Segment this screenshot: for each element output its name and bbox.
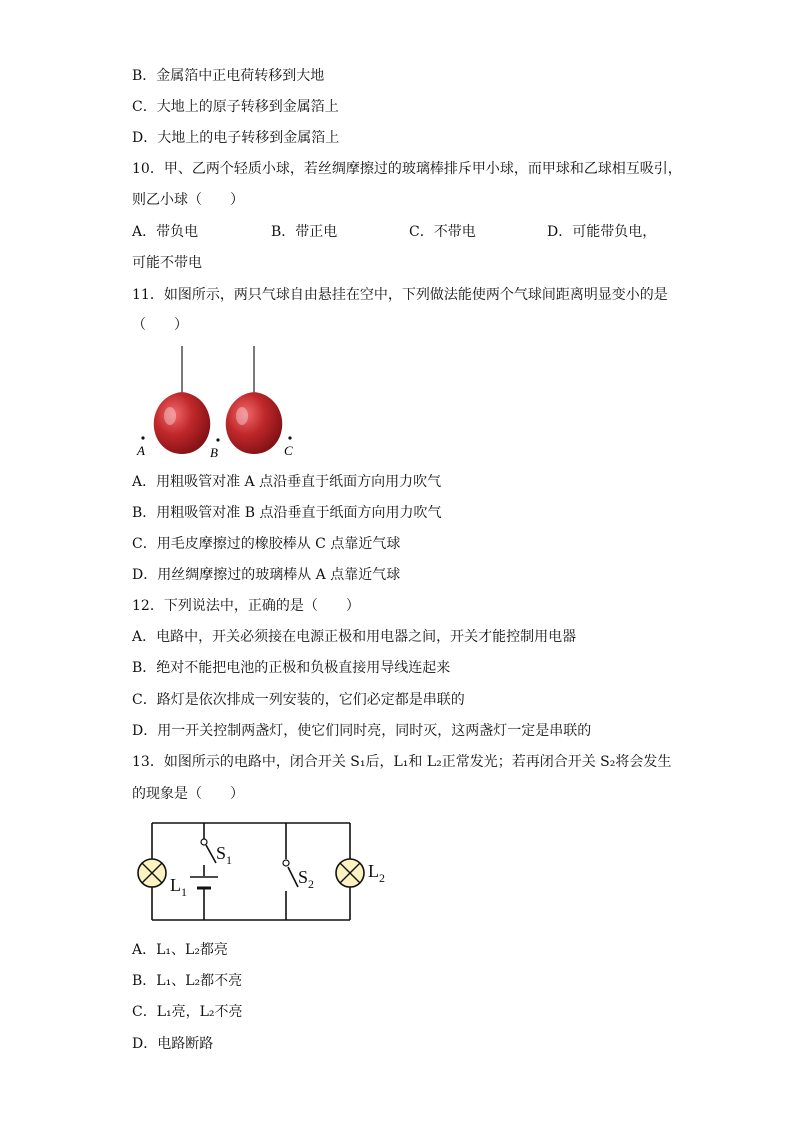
q13-stem-line1: 13．如图所示的电路中，闭合开关 S₁后，L₁和 L₂正常发光；若再闭合开关 S₂将会发生 bbox=[132, 754, 672, 770]
switch-s2-blade bbox=[288, 867, 298, 887]
q10-option-c: C．不带电 bbox=[409, 224, 476, 240]
circuit-diagram bbox=[132, 815, 392, 927]
q13-option-c: C．L₁亮，L₂不亮 bbox=[132, 1004, 243, 1020]
label-s2: $S_2$ bbox=[298, 867, 315, 891]
q10-stem-line2: 则乙小球（ ） bbox=[132, 192, 244, 208]
q12-stem: 12．下列说法中，正确的是（ ） bbox=[132, 598, 360, 614]
point-c-dot bbox=[288, 436, 291, 439]
q12-option-d: D．用一开关控制两盏灯，使它们同时亮，同时灭，这两盏灯一定是串联的 bbox=[132, 723, 592, 739]
balloon-right bbox=[226, 392, 283, 454]
point-a-dot bbox=[141, 436, 144, 439]
label-b: B bbox=[210, 445, 218, 460]
q11-option-d: D．用丝绸摩擦过的玻璃棒从 A 点靠近气球 bbox=[132, 567, 401, 583]
q9-option-c: C．大地上的原子转移到金属箔上 bbox=[132, 99, 339, 115]
q13-option-d: D．电路断路 bbox=[132, 1036, 214, 1052]
label-s1: $S_1$ bbox=[216, 843, 233, 867]
q13-option-b: B．L₁、L₂都不亮 bbox=[132, 973, 243, 989]
q10-option-d: D．可能带负电， bbox=[547, 224, 657, 240]
q10-option-d-continued: 可能不带电 bbox=[132, 255, 202, 271]
balloon-left bbox=[154, 392, 211, 454]
switch-s2-pivot bbox=[283, 860, 289, 866]
label-l2: $L_2$ bbox=[368, 861, 385, 885]
q13-option-a: A．L₁、L₂都亮 bbox=[132, 942, 228, 958]
q12-option-b: B．绝对不能把电池的正极和负极直接用导线连起来 bbox=[132, 660, 451, 676]
switch-s1-blade bbox=[206, 845, 216, 863]
q11-stem-line2: （ ） bbox=[132, 317, 188, 333]
q13-stem-line2: 的现象是（ ） bbox=[132, 786, 244, 802]
q9-option-b: B．金属箔中正电荷转移到大地 bbox=[132, 68, 325, 84]
q11-option-b: B．用粗吸管对准 B 点沿垂直于纸面方向用力吹气 bbox=[132, 505, 442, 521]
q11-option-c: C．用毛皮摩擦过的橡胶棒从 C 点靠近气球 bbox=[132, 536, 401, 552]
lamp-l2 bbox=[336, 859, 364, 887]
q11-stem-line1: 11．如图所示，两只气球自由悬挂在空中，下列做法能使两个气球间距离明显变小的是 bbox=[132, 287, 668, 303]
label-c: C bbox=[284, 443, 293, 458]
q10-stem-line1: 10．甲、乙两个轻质小球，若丝绸摩擦过的玻璃棒排斥甲小球，而甲球和乙球相互吸引， bbox=[132, 161, 682, 177]
q12-option-c: C．路灯是依次排成一列安装的，它们必定都是串联的 bbox=[132, 692, 465, 708]
q12-option-a: A．电路中，开关必须接在电源正极和用电器之间，开关才能控制用电器 bbox=[132, 629, 577, 645]
point-b-dot bbox=[216, 438, 219, 441]
q10-option-a: A．带负电 bbox=[132, 224, 199, 240]
q10-option-b: B．带正电 bbox=[271, 224, 338, 240]
lamp-l1 bbox=[138, 859, 166, 887]
q9-option-d: D．大地上的电子转移到金属箔上 bbox=[132, 130, 340, 146]
balloons-figure bbox=[132, 342, 312, 464]
switch-s1-pivot bbox=[201, 839, 207, 845]
label-a: A bbox=[137, 443, 145, 458]
q11-option-a: A．用粗吸管对准 A 点沿垂直于纸面方向用力吹气 bbox=[132, 474, 442, 490]
label-l1: $L_1$ bbox=[170, 875, 187, 899]
